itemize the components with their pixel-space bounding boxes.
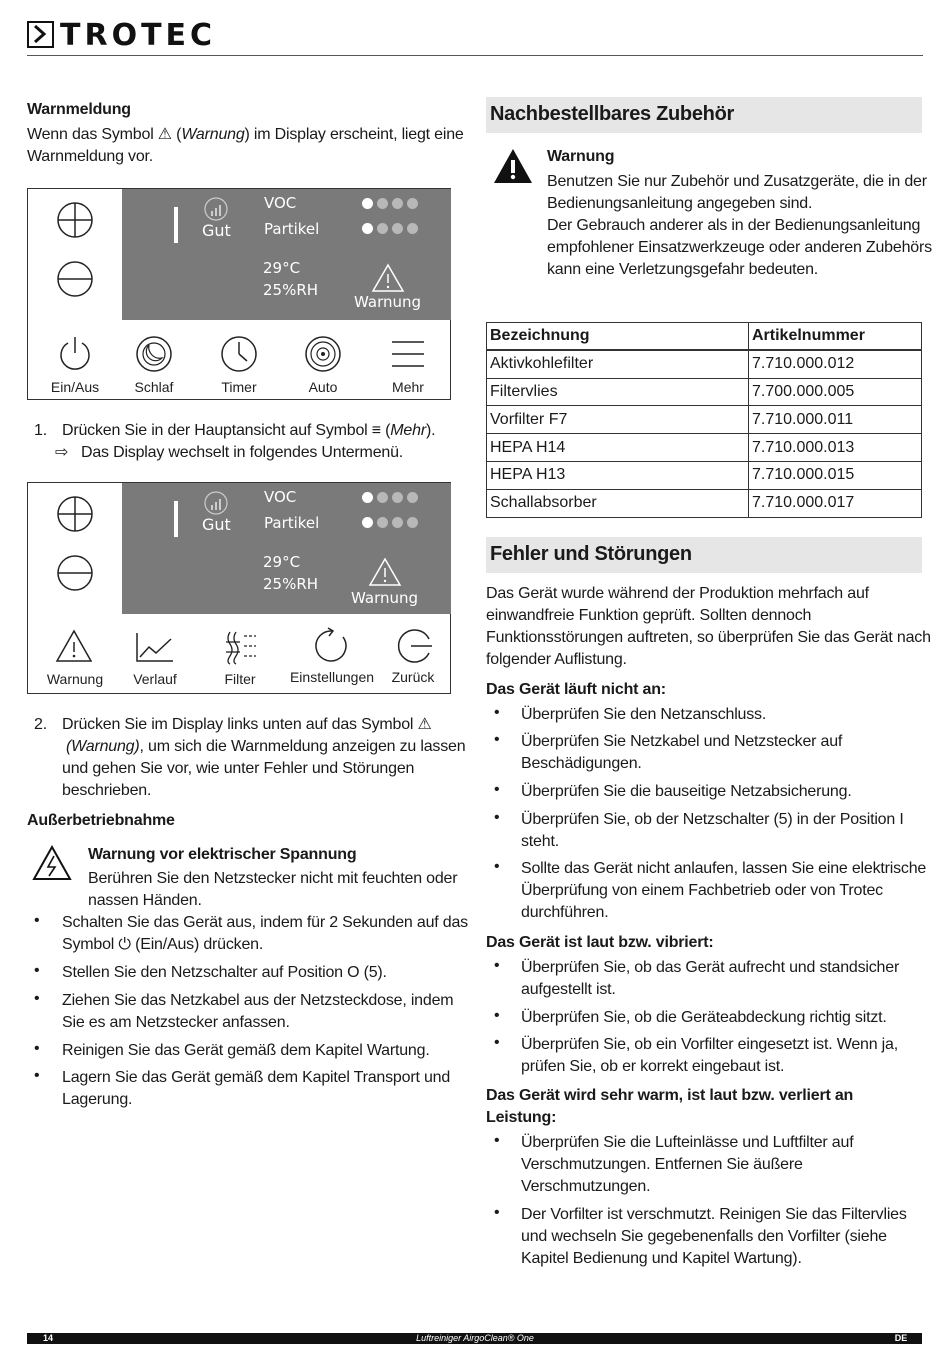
list-item: Lagerung. xyxy=(62,1091,133,1108)
power-icon[interactable] xyxy=(57,335,93,371)
button-label-warnung: Warnung xyxy=(46,671,104,687)
fault-intro-line: Funktionsstörungen auftreten, so überprüfen Sie das Gerät nach xyxy=(486,629,931,646)
bullet-icon: • xyxy=(494,731,500,748)
air-quality-rating: Gut xyxy=(202,515,231,534)
button-label-filter: Filter xyxy=(224,671,256,687)
section-heading-fehler: Fehler und Störungen xyxy=(486,537,922,573)
minus-icon[interactable] xyxy=(56,260,94,298)
table-cell: 7.710.000.015 xyxy=(749,461,922,489)
table-row xyxy=(487,434,922,462)
partikel-dot xyxy=(377,223,388,234)
bullet-icon: • xyxy=(494,1034,500,1051)
fault-section-title: Das Gerät wird sehr warm, ist laut bzw. verliert an xyxy=(486,1087,854,1104)
air-quality-rating: Gut xyxy=(202,221,231,240)
step1-result: Das Display wechselt in folgendes Untermenü. xyxy=(81,444,404,461)
list-item: Sie es am Netzstecker anfassen. xyxy=(62,1014,290,1031)
electric-warning-line2: nassen Händen. xyxy=(88,892,202,909)
column-header: Bezeichnung xyxy=(487,323,749,351)
table-cell: 7.710.000.012 xyxy=(749,350,922,378)
accessory-warning-title: Warnung xyxy=(547,148,615,165)
table-row xyxy=(487,406,922,434)
bullet-icon: • xyxy=(494,1204,500,1221)
table-cell: 7.710.000.011 xyxy=(749,406,922,434)
bullet-icon: • xyxy=(494,858,500,875)
back-icon[interactable] xyxy=(395,627,433,665)
display-panel-submenu xyxy=(27,482,451,694)
bullet-icon: • xyxy=(494,1007,500,1024)
list-item: Stellen Sie den Netzschalter auf Position O (5). xyxy=(62,964,387,981)
list-item: Überprüfen Sie Netzkabel und Netzstecker auf xyxy=(521,733,843,750)
accessory-warning-line: empfohlener Einsatzwerkzeuge oder anderen Zubehörs xyxy=(547,239,932,256)
list-item: Verschmutzungen. Entfernen Sie äußere xyxy=(521,1156,803,1173)
voc-dot xyxy=(392,198,403,209)
fault-section-title: Das Gerät läuft nicht an: xyxy=(486,681,666,698)
partikel-dot xyxy=(392,517,403,528)
bullet-icon: • xyxy=(34,990,40,1007)
bullet-icon: • xyxy=(494,781,500,798)
chart-line-icon[interactable] xyxy=(135,631,175,663)
partikel-label: Partikel xyxy=(264,220,320,238)
list-item: prüfen Sie, ob er korrekt eingebaut ist. xyxy=(521,1058,785,1075)
electric-warning-icon xyxy=(32,845,72,881)
list-item: Überprüfen Sie den Netzanschluss. xyxy=(521,706,767,723)
button-label-mehr: Mehr xyxy=(392,379,424,395)
list-item: Kapitel Bedienung und Kapitel Wartung). xyxy=(521,1250,802,1267)
partikel-dot xyxy=(407,223,418,234)
table-cell: Aktivkohlefilter xyxy=(487,350,749,378)
accessory-warning-line: Bedienungsanleitung angegeben sind. xyxy=(547,195,813,212)
voc-label: VOC xyxy=(264,488,297,506)
list-item: Überprüfen Sie die Lufteinlässe und Luftfilter auf xyxy=(521,1134,854,1151)
fault-intro-line: folgender Auflistung. xyxy=(486,651,627,668)
table-cell: HEPA H13 xyxy=(487,461,749,489)
warning-label: Warnung xyxy=(354,293,422,311)
result-arrow-icon: ⇨ xyxy=(55,444,69,461)
list-item: Überprüfung von einem Fachbetrieb oder von Trotec xyxy=(521,882,883,899)
list-item: Überprüfen Sie, ob der Netzschalter (5) in der Position I xyxy=(521,811,904,828)
warning-triangle-icon[interactable] xyxy=(55,629,93,663)
button-label-verlauf: Verlauf xyxy=(133,671,177,687)
partikel-dot xyxy=(392,223,403,234)
brand-logo: TROTEC xyxy=(60,18,217,53)
accessory-warning-line: Benutzen Sie nur Zubehör und Zusatzgeräte, die in der xyxy=(547,173,927,190)
list-item: Reinigen Sie das Gerät gemäß dem Kapitel Wartung. xyxy=(62,1042,430,1059)
table-header-row xyxy=(487,323,922,351)
display-screen xyxy=(122,483,451,614)
table-row xyxy=(487,350,922,378)
menu-icon[interactable] xyxy=(390,339,426,369)
list-item: aufgestellt ist. xyxy=(521,981,616,998)
partikel-dot xyxy=(377,517,388,528)
fault-intro-line: einwandfreie Funktion geprüft. Sollten dennoch xyxy=(486,607,812,624)
list-item: Überprüfen Sie, ob ein Vorfilter eingesetzt ist. Wenn ja, xyxy=(521,1036,898,1053)
button-label-timer: Timer xyxy=(221,379,257,395)
step2-line4: beschrieben. xyxy=(62,782,152,799)
table-cell: 7.710.000.013 xyxy=(749,434,922,462)
voc-dot xyxy=(377,198,388,209)
voc-dot xyxy=(362,198,373,209)
table-cell: Vorfilter F7 xyxy=(487,406,749,434)
voc-dot xyxy=(377,492,388,503)
bullet-icon: • xyxy=(34,912,40,929)
plus-icon[interactable] xyxy=(56,495,94,533)
electric-warning-title: Warnung vor elektrischer Spannung xyxy=(88,846,357,863)
section-heading-zubehoer: Nachbestellbares Zubehör xyxy=(486,97,922,133)
language-code: DE xyxy=(894,1333,908,1343)
table-cell: Filtervlies xyxy=(487,378,749,406)
list-item: Ziehen Sie das Netzkabel aus der Netzsteckdose, indem xyxy=(62,992,454,1009)
step2-line2: (Warnung), um sich die Warnmeldung anzeigen zu lassen xyxy=(66,738,466,755)
table-row xyxy=(487,461,922,489)
signal-icon xyxy=(203,197,229,221)
fault-section-title: Leistung: xyxy=(486,1109,557,1126)
list-item: Symbol ⏻ (Ein/Aus) drücken. xyxy=(62,936,264,953)
temperature-value: 29°C xyxy=(263,553,301,571)
brand-logo-mark xyxy=(27,21,54,48)
header-divider xyxy=(27,55,923,56)
accessory-warning-line: Der Gebrauch anderer als in der Bedienungsanleitung xyxy=(547,217,921,234)
voc-dot xyxy=(392,492,403,503)
settings-refresh-icon[interactable] xyxy=(313,627,351,665)
table-row xyxy=(487,489,922,517)
voc-dot xyxy=(407,492,418,503)
button-label-einstellungen: Einstellungen xyxy=(289,669,375,685)
fault-section-title: Das Gerät ist laut bzw. vibriert: xyxy=(486,934,714,951)
step1-number: 1. xyxy=(34,422,47,439)
voc-dot xyxy=(407,198,418,209)
auto-fan-icon[interactable] xyxy=(304,335,342,373)
step2-line3: und gehen Sie vor, wie unter Fehler und Störungen xyxy=(62,760,415,777)
display-panel-main xyxy=(27,188,451,400)
minus-icon[interactable] xyxy=(56,554,94,592)
warnmeldung-title: Warnmeldung xyxy=(27,101,131,118)
list-item: Verschmutzungen. xyxy=(521,1178,651,1195)
level-indicator xyxy=(174,207,178,243)
humidity-value: 25%RH xyxy=(263,575,319,593)
partikel-label: Partikel xyxy=(264,514,320,532)
filter-icon[interactable] xyxy=(222,628,258,666)
humidity-value: 25%RH xyxy=(263,281,319,299)
temperature-value: 29°C xyxy=(263,259,301,277)
list-item: Beschädigungen. xyxy=(521,755,642,772)
partikel-dot xyxy=(407,517,418,528)
ausserbetriebnahme-title: Außerbetriebnahme xyxy=(27,812,175,829)
sleep-icon[interactable] xyxy=(135,335,173,373)
bullet-icon: • xyxy=(494,957,500,974)
step2-line1: Drücken Sie im Display links unten auf das Symbol ⚠ xyxy=(62,716,432,733)
list-item: durchführen. xyxy=(521,904,609,921)
document-title: Luftreiniger AirgoClean® One xyxy=(416,1333,534,1343)
table-cell: Schallabsorber xyxy=(487,489,749,517)
list-item: Überprüfen Sie, ob die Geräteabdeckung richtig sitzt. xyxy=(521,1009,887,1026)
button-label-ein-aus: Ein/Aus xyxy=(50,379,100,395)
list-item: Lagern Sie das Gerät gemäß dem Kapitel Transport und xyxy=(62,1069,451,1086)
warnmeldung-text-line1: Wenn das Symbol ⚠ (Warnung) im Display erscheint, liegt eine xyxy=(27,126,464,143)
table-row xyxy=(487,378,922,406)
bullet-icon: • xyxy=(494,809,500,826)
accessory-warning-line: kann eine Verletzungsgefahr bedeuten. xyxy=(547,261,819,278)
table-cell: 7.710.000.017 xyxy=(749,489,922,517)
list-item: Überprüfen Sie die bauseitige Netzabsicherung. xyxy=(521,783,852,800)
button-label-schlaf: Schlaf xyxy=(134,379,174,395)
partikel-dot xyxy=(362,223,373,234)
warning-icon xyxy=(493,148,533,184)
list-item: Überprüfen Sie, ob das Gerät aufrecht und standsicher xyxy=(521,959,900,976)
list-item: steht. xyxy=(521,833,559,850)
partikel-dot xyxy=(362,517,373,528)
bullet-icon: • xyxy=(34,1040,40,1057)
table-cell: HEPA H14 xyxy=(487,434,749,462)
bullet-icon: • xyxy=(34,1067,40,1084)
voc-dot xyxy=(362,492,373,503)
step2-number: 2. xyxy=(34,716,47,733)
warning-label: Warnung xyxy=(351,589,419,607)
list-item: Sollte das Gerät nicht anlaufen, lassen Sie eine elektrische xyxy=(521,860,927,877)
list-item: Schalten Sie das Gerät aus, indem für 2 Sekunden auf das xyxy=(62,914,468,931)
button-label-zurueck: Zurück xyxy=(391,669,435,685)
level-indicator xyxy=(174,501,178,537)
plus-icon[interactable] xyxy=(56,201,94,239)
warning-icon[interactable] xyxy=(368,557,402,587)
electric-warning-line1: Berühren Sie den Netzstecker nicht mit feuchten oder xyxy=(88,870,458,887)
bullet-icon: • xyxy=(494,1132,500,1149)
list-item: und wechseln Sie gegebenenfalls den Vorfilter (siehe xyxy=(521,1228,887,1245)
warning-icon[interactable] xyxy=(371,263,405,293)
display-screen xyxy=(122,189,451,320)
table-cell: 7.700.000.005 xyxy=(749,378,922,406)
list-item: Der Vorfilter ist verschmutzt. Reinigen Sie das Filtervlies xyxy=(521,1206,907,1223)
chevron-right-icon xyxy=(29,23,51,45)
button-label-auto: Auto xyxy=(308,379,338,395)
step1-text: Drücken Sie in der Hauptansicht auf Symbol ≡ (Mehr). xyxy=(62,422,436,439)
voc-label: VOC xyxy=(264,194,297,212)
page-number: 14 xyxy=(27,1334,69,1343)
bullet-icon: • xyxy=(34,962,40,979)
accessory-table xyxy=(486,322,922,518)
fault-intro-line: Das Gerät wurde während der Produktion mehrfach auf xyxy=(486,585,869,602)
clock-icon[interactable] xyxy=(220,335,258,373)
signal-icon xyxy=(203,491,229,515)
bullet-icon: • xyxy=(494,704,500,721)
warnmeldung-text-line2: Warnmeldung vor. xyxy=(27,148,154,165)
column-header: Artikelnummer xyxy=(749,323,922,351)
